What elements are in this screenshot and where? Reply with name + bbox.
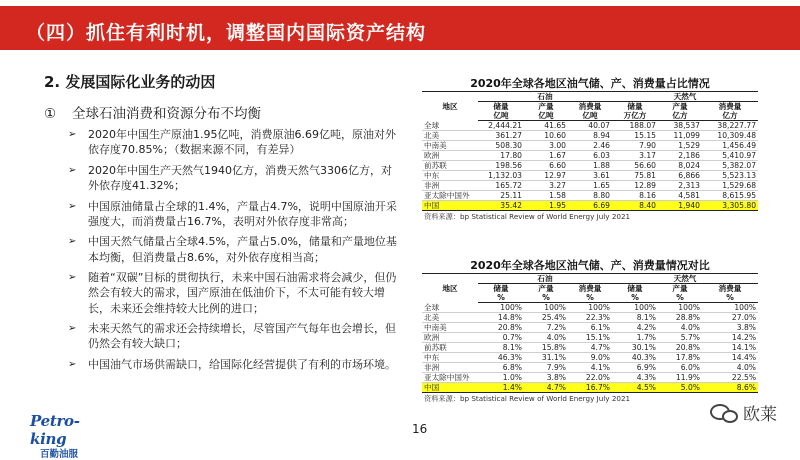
column-header: 储量 bbox=[493, 284, 509, 294]
region-cell: 前苏联 bbox=[422, 161, 478, 171]
region-cell: 北美 bbox=[422, 131, 478, 141]
value-cell: 40.07 bbox=[568, 121, 612, 131]
table-row bbox=[422, 181, 758, 191]
bullet-text: 未来天然气的需求还会持续增长，尽管国产气每年也会增长，但仍然会有较大缺口； bbox=[88, 322, 396, 351]
value-cell: 3.8% bbox=[524, 373, 568, 383]
value-cell: 31.1% bbox=[524, 353, 568, 363]
value-cell: 1,529 bbox=[658, 141, 702, 151]
table-oil-gas-absolute bbox=[422, 76, 758, 222]
column-unit: % bbox=[658, 293, 702, 303]
value-cell: 2,313 bbox=[658, 181, 702, 191]
value-cell: 5,382.07 bbox=[702, 161, 758, 171]
value-cell: 4.1% bbox=[568, 363, 612, 373]
region-cell: 全球 bbox=[422, 303, 478, 313]
value-cell: 6.69 bbox=[568, 201, 612, 211]
column-unit: % bbox=[478, 293, 524, 303]
value-cell: 17.80 bbox=[478, 151, 524, 161]
region-cell: 非洲 bbox=[422, 363, 478, 373]
region-cell: 非洲 bbox=[422, 181, 478, 191]
bullet-text: 中国原油储量占全球的1.4%，产量占4.7%，说明中国原油开采强度大，而消费量占16.7%，表明对外依存度非常高； bbox=[88, 199, 397, 228]
value-cell: 6.8% bbox=[478, 363, 524, 373]
value-cell: 508.30 bbox=[478, 141, 524, 151]
value-cell: 11,099 bbox=[658, 131, 702, 141]
column-header: 消费量 bbox=[578, 102, 602, 112]
column-unit: 亿吨 bbox=[478, 111, 524, 121]
value-cell: 4.7% bbox=[524, 383, 568, 393]
bullet-item bbox=[66, 127, 402, 157]
value-cell: 1.67 bbox=[524, 151, 568, 161]
value-cell: 100% bbox=[658, 303, 702, 313]
column-unit: % bbox=[568, 293, 612, 303]
table-title: 2020年全球各地区油气储、产、消费量情况对比 bbox=[470, 259, 710, 272]
oil-group-header: 石油 bbox=[478, 274, 612, 284]
value-cell: 3,305.80 bbox=[702, 201, 758, 211]
value-cell: 2,444.21 bbox=[478, 121, 524, 131]
value-cell: 100% bbox=[524, 303, 568, 313]
region-cell: 全球 bbox=[422, 121, 478, 131]
value-cell: 3.8% bbox=[702, 323, 758, 333]
table-row bbox=[422, 151, 758, 161]
bullet-text: 2020年中国生产天然气1940亿方，消费天然气3306亿方，对外依存度41.32%； bbox=[88, 163, 392, 192]
value-cell: 1.58 bbox=[524, 191, 568, 201]
column-header: 产量 bbox=[538, 102, 554, 112]
arrow-bullet-icon: ➢ bbox=[68, 236, 77, 248]
table-source: 资料来源：bp Statistical Review of World Energy July 2021 bbox=[424, 212, 631, 222]
column-unit: % bbox=[612, 293, 658, 303]
value-cell: 8.16 bbox=[612, 191, 658, 201]
value-cell: 6.9% bbox=[612, 363, 658, 373]
value-cell: 3.17 bbox=[612, 151, 658, 161]
table-source: 资料来源：bp Statistical Review of World Energy July 2021 bbox=[424, 394, 631, 404]
table-title: 2020年全球各地区油气储、产、消费量占比情况 bbox=[470, 77, 710, 90]
column-unit: 亿方 bbox=[658, 111, 702, 121]
value-cell: 1.95 bbox=[524, 201, 568, 211]
region-cell: 亚太除中国外 bbox=[422, 373, 478, 383]
table-row bbox=[422, 323, 758, 333]
value-cell: 3.00 bbox=[524, 141, 568, 151]
value-cell: 5,523.13 bbox=[702, 171, 758, 181]
value-cell: 7.90 bbox=[612, 141, 658, 151]
value-cell: 188.07 bbox=[612, 121, 658, 131]
arrow-bullet-icon: ➢ bbox=[68, 272, 77, 284]
value-cell: 198.56 bbox=[478, 161, 524, 171]
gas-group-header: 天然气 bbox=[612, 92, 758, 102]
value-cell: 8.80 bbox=[568, 191, 612, 201]
table-row bbox=[422, 353, 758, 363]
column-header: 产量 bbox=[672, 284, 688, 294]
value-cell: 12.97 bbox=[524, 171, 568, 181]
region-cell: 中东 bbox=[422, 353, 478, 363]
value-cell: 4,581 bbox=[658, 191, 702, 201]
value-cell: 15.8% bbox=[524, 343, 568, 353]
value-cell: 165.72 bbox=[478, 181, 524, 191]
value-cell: 40.3% bbox=[612, 353, 658, 363]
value-cell: 5,410.97 bbox=[702, 151, 758, 161]
value-cell: 361.27 bbox=[478, 131, 524, 141]
value-cell: 7.9% bbox=[524, 363, 568, 373]
column-header: 储量 bbox=[493, 102, 509, 112]
company-logo bbox=[30, 412, 110, 460]
page-number: 16 bbox=[412, 422, 428, 436]
value-cell: 9.0% bbox=[568, 353, 612, 363]
value-cell: 6.1% bbox=[568, 323, 612, 333]
value-cell: 4.0% bbox=[702, 363, 758, 373]
column-header: 产量 bbox=[672, 102, 688, 112]
value-cell: 8.6% bbox=[702, 383, 758, 393]
value-cell: 22.3% bbox=[568, 313, 612, 323]
column-unit: % bbox=[524, 293, 568, 303]
value-cell: 14.4% bbox=[702, 353, 758, 363]
logo-text-en: Petro-king bbox=[30, 412, 80, 448]
value-cell: 38,227.77 bbox=[702, 121, 758, 131]
watermark bbox=[710, 400, 777, 425]
value-cell: 20.8% bbox=[478, 323, 524, 333]
column-header: 消费量 bbox=[718, 284, 742, 294]
value-cell: 2,186 bbox=[658, 151, 702, 161]
region-cell: 中国 bbox=[422, 383, 478, 393]
region-cell: 亚太除中国外 bbox=[422, 191, 478, 201]
value-cell: 28.8% bbox=[658, 313, 702, 323]
value-cell: 7.2% bbox=[524, 323, 568, 333]
value-cell: 100% bbox=[568, 303, 612, 313]
column-header: 消费量 bbox=[718, 102, 742, 112]
oil-group-header: 石油 bbox=[478, 92, 612, 102]
column-unit: 亿吨 bbox=[524, 111, 568, 121]
arrow-bullet-icon: ➢ bbox=[68, 164, 77, 176]
watermark-text: 欧莱 bbox=[743, 405, 777, 425]
value-cell: 56.60 bbox=[612, 161, 658, 171]
slide-title: （四）抓住有利时机，调整国内国际资产结构 bbox=[26, 22, 427, 44]
arrow-bullet-icon: ➢ bbox=[68, 358, 77, 370]
value-cell: 4.3% bbox=[612, 373, 658, 383]
value-cell: 17.8% bbox=[658, 353, 702, 363]
value-cell: 22.5% bbox=[702, 373, 758, 383]
value-cell: 1,132.03 bbox=[478, 171, 524, 181]
region-cell: 北美 bbox=[422, 313, 478, 323]
value-cell: 1.0% bbox=[478, 373, 524, 383]
gas-group-header: 天然气 bbox=[612, 274, 758, 284]
value-cell: 6.60 bbox=[524, 161, 568, 171]
value-cell: 1,456.49 bbox=[702, 141, 758, 151]
value-cell: 4.0% bbox=[658, 323, 702, 333]
table-row bbox=[422, 343, 758, 353]
value-cell: 6,866 bbox=[658, 171, 702, 181]
value-cell: 100% bbox=[478, 303, 524, 313]
value-cell: 0.7% bbox=[478, 333, 524, 343]
sub-heading-text: 全球石油消费和资源分布不均衡 bbox=[72, 106, 261, 122]
table-row bbox=[422, 383, 758, 393]
value-cell: 8.94 bbox=[568, 131, 612, 141]
table-row bbox=[422, 171, 758, 181]
region-cell: 中南美 bbox=[422, 141, 478, 151]
table-oil-gas-share bbox=[422, 258, 758, 404]
value-cell: 4.0% bbox=[524, 333, 568, 343]
value-cell: 14.1% bbox=[702, 343, 758, 353]
bullet-list bbox=[66, 127, 402, 378]
value-cell: 1,940 bbox=[658, 201, 702, 211]
value-cell: 14.8% bbox=[478, 313, 524, 323]
value-cell: 6.03 bbox=[568, 151, 612, 161]
bullet-item bbox=[66, 199, 402, 229]
value-cell: 1.88 bbox=[568, 161, 612, 171]
column-unit: 万亿方 bbox=[612, 111, 658, 121]
table-row bbox=[422, 333, 758, 343]
table-row bbox=[422, 131, 758, 141]
bullet-item bbox=[66, 357, 402, 372]
value-cell: 16.7% bbox=[568, 383, 612, 393]
value-cell: 5.0% bbox=[658, 383, 702, 393]
arrow-bullet-icon: ➢ bbox=[68, 323, 77, 335]
value-cell: 15.1% bbox=[568, 333, 612, 343]
value-cell: 3.27 bbox=[524, 181, 568, 191]
value-cell: 30.1% bbox=[612, 343, 658, 353]
title-banner bbox=[0, 6, 800, 50]
region-header: 地区 bbox=[422, 274, 478, 303]
chat-bubbles-icon bbox=[710, 402, 740, 424]
value-cell: 8.1% bbox=[612, 313, 658, 323]
value-cell: 8.1% bbox=[478, 343, 524, 353]
bullet-item bbox=[66, 270, 402, 316]
logo-text-cn: 百勤油服 bbox=[40, 449, 79, 460]
column-header: 消费量 bbox=[578, 284, 602, 294]
value-cell: 1.7% bbox=[612, 333, 658, 343]
sub-heading bbox=[44, 102, 261, 122]
region-cell: 欧洲 bbox=[422, 333, 478, 343]
arrow-bullet-icon: ➢ bbox=[68, 200, 77, 212]
table-row bbox=[422, 121, 758, 131]
value-cell: 8,615.95 bbox=[702, 191, 758, 201]
region-cell: 前苏联 bbox=[422, 343, 478, 353]
data-table bbox=[422, 273, 758, 393]
table-row bbox=[422, 363, 758, 373]
sub-heading-number: ① bbox=[44, 106, 57, 122]
table-row bbox=[422, 303, 758, 313]
region-cell: 中南美 bbox=[422, 323, 478, 333]
table-row bbox=[422, 191, 758, 201]
column-header: 储量 bbox=[627, 102, 643, 112]
table-row bbox=[422, 141, 758, 151]
value-cell: 4.5% bbox=[612, 383, 658, 393]
column-header: 储量 bbox=[627, 284, 643, 294]
value-cell: 100% bbox=[702, 303, 758, 313]
value-cell: 41.65 bbox=[524, 121, 568, 131]
arrow-bullet-icon: ➢ bbox=[68, 129, 77, 140]
value-cell: 10,309.48 bbox=[702, 131, 758, 141]
value-cell: 14.2% bbox=[702, 333, 758, 343]
value-cell: 1.4% bbox=[478, 383, 524, 393]
bullet-item bbox=[66, 163, 402, 193]
data-table bbox=[422, 91, 758, 211]
table-row bbox=[422, 313, 758, 323]
value-cell: 4.7% bbox=[568, 343, 612, 353]
region-header: 地区 bbox=[422, 92, 478, 121]
value-cell: 75.81 bbox=[612, 171, 658, 181]
value-cell: 100% bbox=[612, 303, 658, 313]
value-cell: 46.3% bbox=[478, 353, 524, 363]
value-cell: 22.0% bbox=[568, 373, 612, 383]
value-cell: 35.42 bbox=[478, 201, 524, 211]
value-cell: 38,537 bbox=[658, 121, 702, 131]
region-cell: 中国 bbox=[422, 201, 478, 211]
value-cell: 25.4% bbox=[524, 313, 568, 323]
section-title: 2. 发展国际化业务的动因 bbox=[44, 73, 216, 91]
value-cell: 10.60 bbox=[524, 131, 568, 141]
column-unit: 亿方 bbox=[702, 111, 758, 121]
table-row bbox=[422, 201, 758, 211]
value-cell: 27.0% bbox=[702, 313, 758, 323]
value-cell: 1.65 bbox=[568, 181, 612, 191]
value-cell: 4.2% bbox=[612, 323, 658, 333]
value-cell: 1,529.68 bbox=[702, 181, 758, 191]
value-cell: 15.15 bbox=[612, 131, 658, 141]
table-row bbox=[422, 161, 758, 171]
value-cell: 12.89 bbox=[612, 181, 658, 191]
column-unit: 亿吨 bbox=[568, 111, 612, 121]
value-cell: 11.9% bbox=[658, 373, 702, 383]
value-cell: 20.8% bbox=[658, 343, 702, 353]
column-unit: % bbox=[702, 293, 758, 303]
region-cell: 欧洲 bbox=[422, 151, 478, 161]
region-cell: 中东 bbox=[422, 171, 478, 181]
value-cell: 2.46 bbox=[568, 141, 612, 151]
bullet-item bbox=[66, 321, 402, 351]
value-cell: 3.61 bbox=[568, 171, 612, 181]
bullet-text: 随着“双碳”目标的贯彻执行，未来中国石油需求将会减少，但仍然会有较大的需求，国产原油在低油价下，不太可能有较大增长，未来还会维持较大比例的进口； bbox=[88, 271, 397, 315]
bullet-text: 中国油气市场供需缺口，给国际化经营提供了有利的市场环境。 bbox=[88, 357, 396, 371]
bullet-text: 2020年中国生产原油1.95亿吨，消费原油6.69亿吨，原油对外依存度70.85%；（数据来源不同，有差异） bbox=[88, 128, 396, 157]
value-cell: 25.11 bbox=[478, 191, 524, 201]
column-header: 产量 bbox=[538, 284, 554, 294]
value-cell: 8.40 bbox=[612, 201, 658, 211]
value-cell: 8,024 bbox=[658, 161, 702, 171]
value-cell: 6.0% bbox=[658, 363, 702, 373]
bullet-item bbox=[66, 234, 402, 264]
value-cell: 5.7% bbox=[658, 333, 702, 343]
bullet-text: 中国天然气储量占全球4.5%，产量占5.0%，储量和产量地位基本均衡，但消费量占8.6%，对外依存度相当高； bbox=[88, 235, 397, 264]
table-row bbox=[422, 373, 758, 383]
